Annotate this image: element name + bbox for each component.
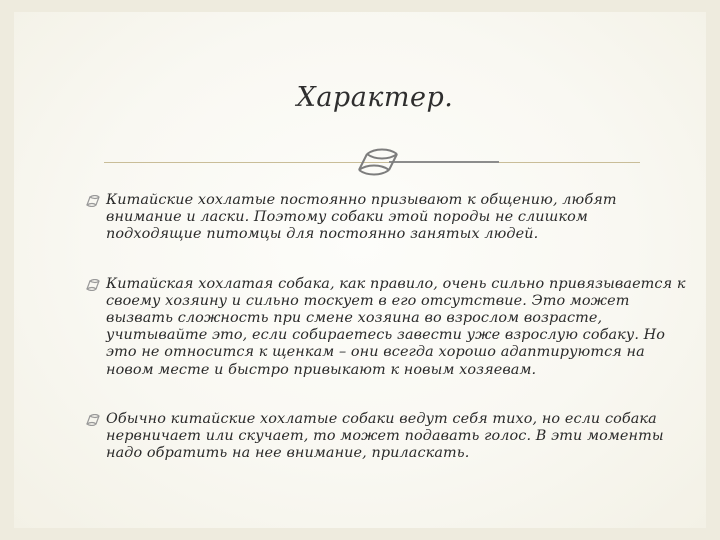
scroll-ornament-icon xyxy=(353,146,399,176)
list-item-text: Обычно китайские хохлатые собаки ведут себя тихо, но если собака нервничает или скучает, то может подавать голос. В эти моменты надо обратить на нее внимание, приласкать. xyxy=(106,410,664,462)
bullet-list xyxy=(86,192,686,462)
slide-panel xyxy=(14,12,706,528)
scroll-bullet-icon xyxy=(86,414,100,426)
list-item-text: Китайские хохлатые постоянно призывают к общению, любят внимание и ласки. Поэтому собаки этой породы не слишком подходящие питомцы для постоянно занятых людей. xyxy=(106,192,617,243)
scroll-bullet-icon xyxy=(86,279,100,291)
list-item xyxy=(86,192,686,244)
list-item xyxy=(86,411,686,463)
slide-title: Характер. xyxy=(296,82,454,113)
scroll-bullet-icon xyxy=(86,195,100,207)
list-item xyxy=(86,276,686,379)
title-divider-accent xyxy=(389,161,499,163)
list-item-text: Китайская хохлатая собака, как правило, очень сильно привязывается к своему хозяину и сильно тоскует в его отсутствие. Это может вызвать сложность при смене хозяина во взрослом возрасте, учитывайте это, если собираетесь завести уже взрослую собаку. Но это не относится к щенкам – они всегда хорошо адаптируются на новом месте и быстро привыкают к новым хозяевам. xyxy=(106,275,686,378)
